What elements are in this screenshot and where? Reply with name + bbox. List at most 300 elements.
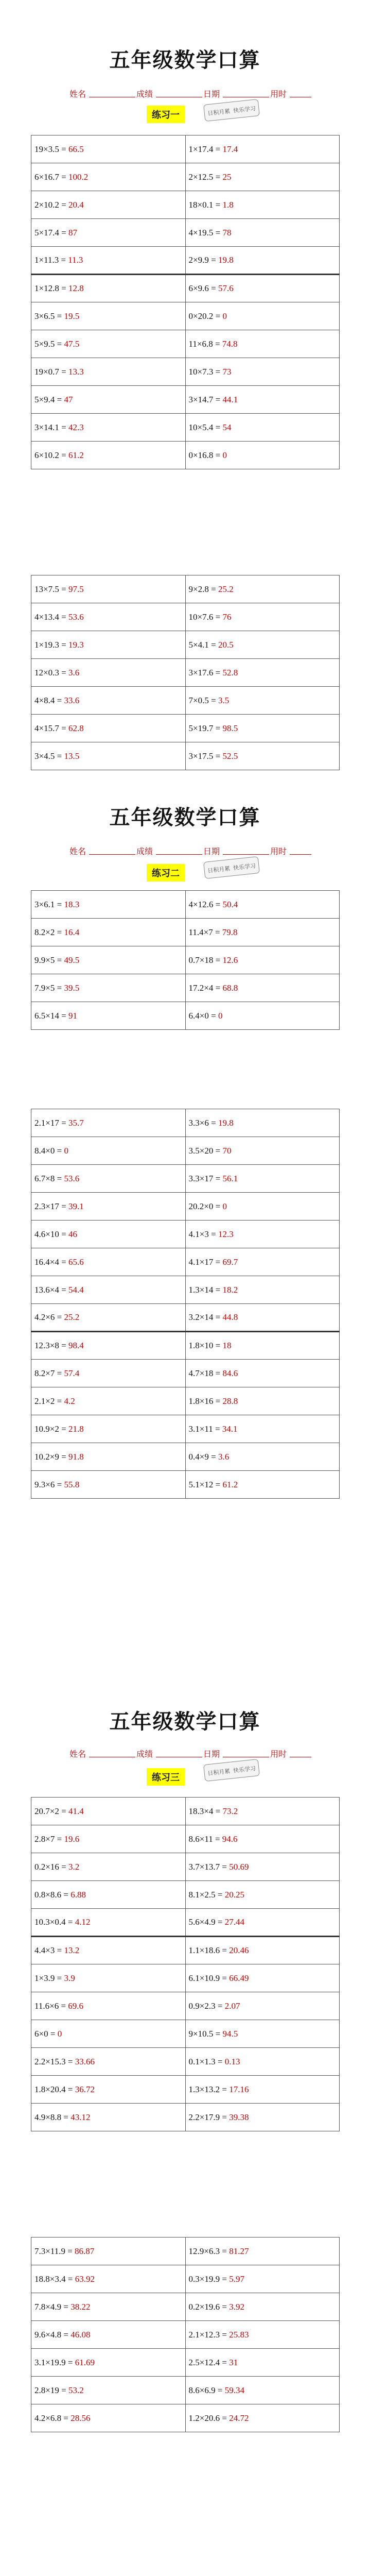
problem-expression: 18.3×4 = xyxy=(188,1806,223,1816)
problem-answer: 3.92 xyxy=(229,2301,244,2312)
problem-cell xyxy=(31,1109,186,1137)
problem-answer: 20.4 xyxy=(68,199,84,210)
table-row xyxy=(31,2265,340,2293)
problem-expression: 10×7.3 = xyxy=(188,366,223,377)
table-row xyxy=(31,414,340,442)
problem-answer: 20.46 xyxy=(229,1945,249,1955)
problem-cell xyxy=(31,386,186,414)
problem-answer: 19.6 xyxy=(64,1834,80,1844)
problem-cell xyxy=(31,1415,186,1443)
problem-answer: 42.3 xyxy=(68,422,84,432)
problem-answer: 81.27 xyxy=(229,2246,249,2256)
problem-expression: 2.8×7 = xyxy=(34,1834,64,1844)
problem-expression: 5×17.4 = xyxy=(34,227,68,238)
problem-expression: 10×5.4 = xyxy=(188,422,223,432)
problem-answer: 4.2 xyxy=(64,1396,75,1406)
problem-cell xyxy=(31,275,186,302)
problem-cell xyxy=(31,2321,186,2349)
problem-answer: 19.3 xyxy=(68,639,84,650)
problem-answer: 73.2 xyxy=(222,1806,238,1816)
problem-expression: 4.4×3 = xyxy=(34,1945,64,1955)
problem-expression: 2.2×17.9 = xyxy=(188,2112,230,2122)
problem-answer: 11.3 xyxy=(68,255,83,265)
name-label: 姓名 xyxy=(69,1749,86,1759)
problem-answer: 25.2 xyxy=(218,584,234,594)
problem-expression: 3×17.5 = xyxy=(188,751,223,761)
student-info-line xyxy=(69,1748,311,1763)
problem-expression: 10.2×9 = xyxy=(34,1451,68,1462)
time-label: 用时 xyxy=(270,1749,287,1759)
problem-answer: 35.7 xyxy=(68,1117,84,1128)
problem-cell xyxy=(185,1304,340,1332)
problem-expression: 6×10.2 = xyxy=(34,450,68,460)
problem-expression: 10.3×0.4 = xyxy=(34,1917,75,1927)
problem-answer: 3.5 xyxy=(218,695,230,705)
table-row xyxy=(31,163,340,191)
problem-expression: 10×7.6 = xyxy=(188,612,223,622)
problem-expression: 3.1×11 = xyxy=(188,1423,222,1434)
problem-cell xyxy=(31,2104,186,2131)
problem-expression: 3×14.1 = xyxy=(34,422,68,432)
problem-answer: 55.8 xyxy=(64,1479,80,1489)
problem-answer: 54 xyxy=(222,422,232,432)
problem-expression: 6.7×8 = xyxy=(34,1173,64,1183)
problem-answer: 49.5 xyxy=(64,955,80,965)
table-row xyxy=(31,1248,340,1276)
problem-answer: 3.2 xyxy=(68,1861,80,1872)
problem-expression: 2.1×12.3 = xyxy=(188,2329,230,2340)
problem-answer: 3.6 xyxy=(218,1451,230,1462)
problem-cell xyxy=(185,2048,340,2076)
problem-cell xyxy=(185,302,340,330)
problem-cell xyxy=(31,2048,186,2076)
problem-answer: 19.8 xyxy=(218,1117,234,1128)
problem-expression: 4×13.4 = xyxy=(34,612,68,622)
problem-expression: 4.7×18 = xyxy=(188,1368,223,1378)
problem-answer: 3.9 xyxy=(64,1973,75,1983)
problem-cell xyxy=(31,1992,186,2020)
time-blank xyxy=(290,854,311,855)
problem-answer: 5.97 xyxy=(229,2274,244,2284)
student-info-line xyxy=(69,88,311,103)
problem-expression: 3.3×17 = xyxy=(188,1173,223,1183)
problem-expression: 1.8×10 = xyxy=(188,1341,223,1350)
problem-cell xyxy=(31,2020,186,2048)
problem-cell xyxy=(31,219,186,247)
problem-answer: 57.4 xyxy=(64,1368,80,1378)
problem-answer: 66.5 xyxy=(68,144,84,154)
exercise-table xyxy=(31,2237,340,2432)
problem-answer: 21.8 xyxy=(68,1423,84,1434)
problem-expression: 1.2×20.6 = xyxy=(188,2413,230,2423)
problem-answer: 18.3 xyxy=(64,899,80,909)
problem-answer: 0.13 xyxy=(224,2056,240,2066)
problem-cell xyxy=(185,1002,340,1030)
problem-expression: 7.8×4.9 = xyxy=(34,2301,71,2312)
stamp-icon xyxy=(203,99,260,122)
stamp-text-bottom: 快乐学习 xyxy=(233,862,256,872)
problem-cell xyxy=(185,603,340,631)
problem-expression: 8.4×0 = xyxy=(34,1145,64,1156)
problem-answer: 47.5 xyxy=(64,338,80,349)
problem-expression: 16.4×4 = xyxy=(34,1257,68,1267)
problem-expression: 4.1×17 = xyxy=(188,1257,223,1267)
problem-expression: 0.8×8.6 = xyxy=(34,1889,71,1900)
problem-expression: 2.3×17 = xyxy=(34,1201,68,1211)
problem-cell xyxy=(185,1415,340,1443)
problem-expression: 10.9×2 = xyxy=(34,1423,68,1434)
problem-expression: 6×0 = xyxy=(34,2028,58,2039)
problem-expression: 5×4.1 = xyxy=(188,639,218,650)
problem-cell xyxy=(185,1165,340,1193)
problem-expression: 20.2×0 = xyxy=(188,1201,223,1211)
problem-cell xyxy=(185,1109,340,1137)
problem-answer: 17.4 xyxy=(222,144,238,154)
problem-cell xyxy=(31,715,186,742)
problem-answer: 25.2 xyxy=(64,1312,80,1322)
problem-answer: 25.83 xyxy=(229,2329,249,2340)
name-label: 姓名 xyxy=(69,89,86,99)
practice-label: 练习二 xyxy=(147,864,185,882)
exercise-table xyxy=(31,1109,340,1499)
problem-answer: 94.5 xyxy=(222,2028,238,2039)
problem-expression: 1.3×14 = xyxy=(188,1284,223,1295)
problem-cell xyxy=(185,919,340,946)
problem-expression: 9.3×6 = xyxy=(34,1479,64,1489)
stamp-icon xyxy=(203,1759,260,1782)
problem-cell xyxy=(185,946,340,974)
problem-answer: 34.1 xyxy=(222,1423,238,1434)
problem-cell xyxy=(185,219,340,247)
problem-expression: 12×0.3 = xyxy=(34,667,68,677)
problem-cell xyxy=(185,1825,340,1853)
problem-expression: 2.5×12.4 = xyxy=(188,2357,230,2367)
exercise-table xyxy=(31,135,340,469)
problem-cell xyxy=(31,2404,186,2432)
problem-cell xyxy=(31,603,186,631)
problem-cell xyxy=(185,631,340,659)
problem-expression: 0.2×19.6 = xyxy=(188,2301,230,2312)
problem-cell xyxy=(31,1964,186,1992)
problem-cell xyxy=(185,1360,340,1387)
problem-cell xyxy=(185,2265,340,2293)
problem-expression: 3.7×13.7 = xyxy=(188,1861,230,1872)
problem-expression: 18.8×3.4 = xyxy=(34,2274,75,2284)
problem-answer: 20.25 xyxy=(224,1889,244,1900)
problem-cell xyxy=(31,2349,186,2377)
problem-answer: 39.1 xyxy=(68,1201,84,1211)
table-row xyxy=(31,1276,340,1304)
time-label: 用时 xyxy=(270,89,287,99)
problem-cell xyxy=(185,2377,340,2404)
table-row xyxy=(31,1387,340,1415)
problem-expression: 8.6×6.9 = xyxy=(188,2385,225,2395)
problem-answer: 31 xyxy=(229,2357,238,2367)
problem-answer: 33.6 xyxy=(64,695,80,705)
problem-expression: 0.2×16 = xyxy=(34,1861,68,1872)
table-row xyxy=(31,1193,340,1221)
problem-expression: 11.6×6 = xyxy=(34,2001,68,2011)
problem-answer: 91.8 xyxy=(68,1451,84,1462)
problem-answer: 0 xyxy=(57,2028,62,2039)
problem-answer: 65.6 xyxy=(68,1257,84,1267)
problem-answer: 94.6 xyxy=(222,1834,238,1844)
problem-answer: 39.5 xyxy=(64,982,80,993)
problem-expression: 4.2×6.8 = xyxy=(34,2413,71,2423)
problem-expression: 6.5×14 = xyxy=(34,1010,68,1021)
problem-cell xyxy=(31,1221,186,1248)
name-blank xyxy=(89,854,135,855)
problem-expression: 9.6×4.8 = xyxy=(34,2329,71,2340)
problem-cell xyxy=(31,891,186,919)
problem-answer: 74.8 xyxy=(222,338,238,349)
problem-expression: 13.6×4 = xyxy=(34,1284,68,1295)
problem-cell xyxy=(185,1248,340,1276)
problem-cell xyxy=(185,358,340,386)
problem-answer: 13.2 xyxy=(64,1945,80,1955)
problem-answer: 61.2 xyxy=(68,450,84,460)
table-row xyxy=(31,1937,340,1964)
problem-cell xyxy=(31,442,186,469)
problem-answer: 4.12 xyxy=(75,1917,91,1927)
date-label: 日期 xyxy=(203,846,220,856)
problem-answer: 59.34 xyxy=(224,2385,244,2395)
problem-expression: 4.9×8.8 = xyxy=(34,2112,71,2122)
problem-cell xyxy=(185,1137,340,1165)
table-row xyxy=(31,946,340,974)
problem-expression: 4.2×6 = xyxy=(34,1312,64,1322)
problem-expression: 5.1×12 = xyxy=(188,1479,223,1489)
problem-cell xyxy=(185,1332,340,1360)
problem-expression: 4×12.6 = xyxy=(188,899,223,909)
problem-cell xyxy=(31,191,186,219)
page-title: 五年级数学口算 xyxy=(109,1710,261,1734)
table-row xyxy=(31,1825,340,1853)
problem-expression: 1.8×20.4 = xyxy=(34,2084,75,2094)
problem-answer: 18.2 xyxy=(222,1284,238,1295)
problem-answer: 0 xyxy=(64,1145,68,1156)
problem-answer: 97.5 xyxy=(68,584,84,594)
table-row xyxy=(31,687,340,715)
score-label: 成绩 xyxy=(136,89,153,99)
problem-answer: 69.7 xyxy=(222,1257,238,1267)
stamp-text-top: 日积月累 xyxy=(207,108,231,117)
problem-cell xyxy=(185,715,340,742)
table-row xyxy=(31,742,340,770)
problem-cell xyxy=(185,163,340,191)
problem-cell xyxy=(185,330,340,358)
name-label: 姓名 xyxy=(69,846,86,856)
problem-answer: 78 xyxy=(222,227,232,238)
problem-expression: 7.9×5 = xyxy=(34,982,64,993)
problem-answer: 87 xyxy=(68,227,77,238)
problem-expression: 2.8×19 = xyxy=(34,2385,68,2395)
score-label: 成绩 xyxy=(136,846,153,856)
problem-answer: 20.5 xyxy=(218,639,234,650)
problem-expression: 3×14.7 = xyxy=(188,394,223,404)
table-row xyxy=(31,191,340,219)
table-row xyxy=(31,631,340,659)
table-row xyxy=(31,2020,340,2048)
table-row xyxy=(31,2076,340,2104)
problem-answer: 28.8 xyxy=(222,1396,238,1406)
problem-cell xyxy=(185,2321,340,2349)
problem-cell xyxy=(31,330,186,358)
problem-answer: 33.66 xyxy=(75,2056,95,2066)
problem-expression: 0.3×19.9 = xyxy=(188,2274,230,2284)
problem-cell xyxy=(31,1193,186,1221)
problem-answer: 98.4 xyxy=(68,1341,84,1350)
problem-cell xyxy=(185,414,340,442)
problem-cell xyxy=(31,742,186,770)
problem-expression: 5×9.4 = xyxy=(34,394,64,404)
problem-expression: 7×0.5 = xyxy=(188,695,218,705)
problem-expression: 0.1×1.3 = xyxy=(188,2056,225,2066)
problem-expression: 3.1×19.9 = xyxy=(34,2357,75,2367)
table-row xyxy=(31,275,340,302)
problem-expression: 6×9.6 = xyxy=(188,283,218,293)
problem-cell xyxy=(185,1193,340,1221)
problem-cell xyxy=(31,135,186,163)
practice-label: 练习三 xyxy=(147,1768,185,1786)
table-row xyxy=(31,1471,340,1499)
problem-cell xyxy=(185,1471,340,1499)
problem-answer: 73 xyxy=(222,366,232,377)
problem-expression: 4×8.4 = xyxy=(34,695,64,705)
problem-cell xyxy=(31,575,186,603)
problem-answer: 12.3 xyxy=(218,1229,234,1239)
problem-answer: 13.5 xyxy=(64,751,80,761)
problem-cell xyxy=(185,2238,340,2265)
problem-cell xyxy=(185,891,340,919)
problem-expression: 1.1×18.6 = xyxy=(188,1945,230,1955)
problem-expression: 1.3×13.2 = xyxy=(188,2084,230,2094)
page-title: 五年级数学口算 xyxy=(109,48,261,72)
problem-cell xyxy=(185,2404,340,2432)
problem-expression: 1×17.4 = xyxy=(188,144,223,154)
problem-cell xyxy=(31,2293,186,2321)
table-row xyxy=(31,715,340,742)
stamp-icon xyxy=(203,856,260,879)
problem-expression: 0×20.2 = xyxy=(188,311,223,321)
date-label: 日期 xyxy=(203,89,220,99)
table-row xyxy=(31,219,340,247)
table-row xyxy=(31,891,340,919)
problem-cell xyxy=(185,1964,340,1992)
exercise-table xyxy=(31,575,340,770)
problem-cell xyxy=(185,742,340,770)
student-info-line xyxy=(69,845,311,860)
stamp-text-bottom: 快乐学习 xyxy=(233,1765,256,1774)
score-label: 成绩 xyxy=(136,1749,153,1759)
table-row xyxy=(31,247,340,275)
table-row xyxy=(31,575,340,603)
table-row xyxy=(31,2238,340,2265)
problem-cell xyxy=(185,1937,340,1964)
problem-answer: 50.4 xyxy=(222,899,238,909)
table-row xyxy=(31,2349,340,2377)
problem-cell xyxy=(31,414,186,442)
problem-answer: 53.6 xyxy=(68,612,84,622)
problem-expression: 2×12.5 = xyxy=(188,172,223,182)
problem-expression: 2×9.9 = xyxy=(188,255,218,265)
problem-answer: 38.22 xyxy=(71,2301,91,2312)
problem-cell xyxy=(185,1221,340,1248)
problem-expression: 9.9×5 = xyxy=(34,955,64,965)
problem-answer: 19.8 xyxy=(218,255,234,265)
problem-cell xyxy=(31,302,186,330)
problem-answer: 50.69 xyxy=(229,1861,249,1872)
problem-expression: 4.6×10 = xyxy=(34,1229,68,1239)
problem-expression: 12.3×8 = xyxy=(34,1341,68,1350)
problem-cell xyxy=(185,1881,340,1909)
problem-cell xyxy=(185,1443,340,1471)
problem-cell xyxy=(185,1387,340,1415)
problem-answer: 0 xyxy=(222,450,227,460)
problem-cell xyxy=(31,1276,186,1304)
problem-expression: 1×19.3 = xyxy=(34,639,68,650)
problem-cell xyxy=(185,687,340,715)
problem-cell xyxy=(31,1137,186,1165)
time-label: 用时 xyxy=(270,846,287,856)
problem-answer: 0 xyxy=(222,311,227,321)
problem-cell xyxy=(185,191,340,219)
problem-expression: 20.7×2 = xyxy=(34,1806,68,1816)
problem-expression: 8.2×7 = xyxy=(34,1368,64,1378)
problem-expression: 5×19.7 = xyxy=(188,723,223,733)
table-row xyxy=(31,1002,340,1030)
problem-cell xyxy=(31,1937,186,1964)
table-row xyxy=(31,919,340,946)
problem-answer: 52.5 xyxy=(222,751,238,761)
table-row xyxy=(31,603,340,631)
problem-expression: 3×6.1 = xyxy=(34,899,64,909)
problem-answer: 63.92 xyxy=(75,2274,95,2284)
problem-answer: 52.8 xyxy=(222,667,238,677)
date-label: 日期 xyxy=(203,1749,220,1759)
problem-cell xyxy=(185,247,340,275)
problem-expression: 11×6.8 = xyxy=(188,338,222,349)
problem-cell xyxy=(31,163,186,191)
problem-expression: 3×4.5 = xyxy=(34,751,64,761)
problem-cell xyxy=(185,275,340,302)
exercise-table xyxy=(31,890,340,1030)
problem-answer: 13.3 xyxy=(68,366,84,377)
problem-expression: 1×12.8 = xyxy=(34,283,68,293)
problem-expression: 3×17.6 = xyxy=(188,667,223,677)
problem-answer: 17.16 xyxy=(229,2084,249,2094)
problem-cell xyxy=(185,1798,340,1825)
table-row xyxy=(31,1798,340,1825)
date-blank xyxy=(223,854,269,855)
problem-cell xyxy=(185,2104,340,2131)
problem-cell xyxy=(31,1387,186,1415)
problem-expression: 6.4×0 = xyxy=(188,1010,218,1021)
problem-cell xyxy=(31,1853,186,1881)
problem-cell xyxy=(31,1798,186,1825)
table-row xyxy=(31,135,340,163)
problem-expression: 2.1×2 = xyxy=(34,1396,64,1406)
problem-cell xyxy=(185,2349,340,2377)
table-row xyxy=(31,1221,340,1248)
problem-cell xyxy=(185,2020,340,2048)
problem-cell xyxy=(31,1881,186,1909)
problem-cell xyxy=(185,2076,340,2104)
problem-cell xyxy=(31,1825,186,1853)
problem-answer: 0 xyxy=(218,1010,223,1021)
table-row xyxy=(31,1304,340,1332)
problem-answer: 57.6 xyxy=(218,283,234,293)
